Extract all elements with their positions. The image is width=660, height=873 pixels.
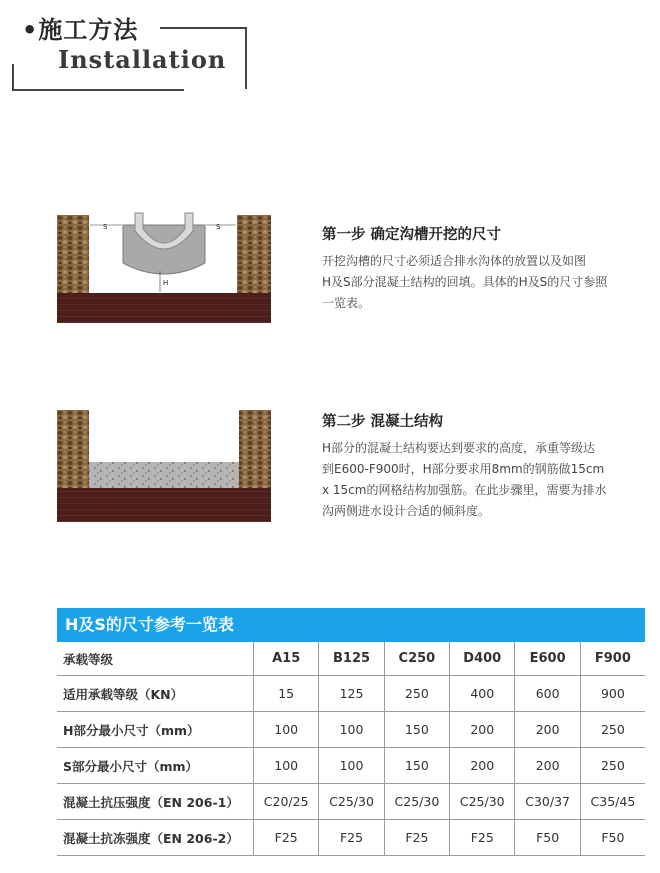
table-cell: 200 <box>450 748 515 784</box>
table-cell: 400 <box>450 676 515 712</box>
table-cell: F25 <box>384 820 449 856</box>
table-row <box>57 642 645 676</box>
table-row <box>57 676 645 712</box>
row-label: 混凝土抗冻强度（EN 206-2） <box>57 820 254 856</box>
table-cell: 200 <box>515 712 580 748</box>
step-1 <box>322 225 652 314</box>
table-title-banner <box>57 608 645 642</box>
label-s-right: S <box>216 223 221 231</box>
frame-line <box>245 27 247 89</box>
table-cell: F50 <box>515 820 580 856</box>
label-s-left: S <box>103 223 108 231</box>
section-title-cn: •施工方法 <box>22 16 139 44</box>
soil-layer <box>57 293 271 323</box>
step-2-title: 第二步 混凝土结构 <box>322 414 444 430</box>
label-h: H <box>163 279 169 287</box>
table-row <box>57 748 645 784</box>
trench-diagram-step1 <box>57 205 271 323</box>
table-cell: F25 <box>319 820 384 856</box>
stone-wall-right <box>237 215 271 293</box>
table-cell: 100 <box>254 748 319 784</box>
step-2-line: x 15cm的网格结构加强筋。在此步骤里，需要为排水 <box>322 483 607 497</box>
table-cell: E600 <box>515 642 580 676</box>
step-1-desc <box>322 251 652 314</box>
row-label: 承载等级 <box>57 642 254 676</box>
table-cell: 250 <box>580 712 645 748</box>
table-cell: F50 <box>580 820 645 856</box>
step-2 <box>322 412 652 522</box>
step-1-line: H及S部分混凝土结构的回填。具体的H及S的尺寸参照 <box>322 275 608 289</box>
table-row <box>57 712 645 748</box>
row-label: 混凝土抗压强度（EN 206-1） <box>57 784 254 820</box>
table-cell: C25/30 <box>450 784 515 820</box>
table-cell: 15 <box>254 676 319 712</box>
row-label: H部分最小尺寸（mm） <box>57 712 254 748</box>
step-2-desc <box>322 438 652 522</box>
table-cell: D400 <box>450 642 515 676</box>
stone-wall-left <box>57 215 89 293</box>
table-cell: A15 <box>254 642 319 676</box>
table-cell: 600 <box>515 676 580 712</box>
stone-wall-right <box>239 410 271 488</box>
frame-line <box>12 64 14 90</box>
section-title-en: Installation <box>58 45 227 74</box>
step-1-title: 第一步 确定沟槽开挖的尺寸 <box>322 227 502 243</box>
table-cell: 200 <box>515 748 580 784</box>
table-cell: C250 <box>384 642 449 676</box>
row-label: 适用承载等级（KN） <box>57 676 254 712</box>
table-cell: 150 <box>384 712 449 748</box>
step-2-line: H部分的混凝土结构要达到要求的高度，承重等级达 <box>322 441 596 455</box>
table-cell: 900 <box>580 676 645 712</box>
section-header <box>0 0 260 95</box>
table-cell: C30/37 <box>515 784 580 820</box>
table-cell: F900 <box>580 642 645 676</box>
table-cell: 200 <box>450 712 515 748</box>
step-1-line: 开挖沟槽的尺寸必须适合排水沟体的放置以及如图 <box>322 254 587 268</box>
frame-line <box>160 27 246 29</box>
table-cell: F25 <box>450 820 515 856</box>
table-cell: 250 <box>580 748 645 784</box>
table-cell: 100 <box>319 748 384 784</box>
table-cell: F25 <box>254 820 319 856</box>
table-cell: 250 <box>384 676 449 712</box>
table-cell: C25/30 <box>384 784 449 820</box>
table-cell: 100 <box>319 712 384 748</box>
dimension-table <box>57 642 645 856</box>
table-cell: C35/45 <box>580 784 645 820</box>
table-cell: C20/25 <box>254 784 319 820</box>
table-cell: C25/30 <box>319 784 384 820</box>
concrete-layer <box>89 462 239 488</box>
step-1-line: 一览表。 <box>322 296 371 310</box>
row-label: S部分最小尺寸（mm） <box>57 748 254 784</box>
table-title: H及S的尺寸参考一览表 <box>65 615 234 634</box>
step-2-line: 到E600-F900时，H部分要求用8mm的钢筋做15cm <box>322 462 605 476</box>
table-cell: 125 <box>319 676 384 712</box>
table-cell: 150 <box>384 748 449 784</box>
soil-layer <box>57 488 271 522</box>
table-cell: 100 <box>254 712 319 748</box>
table-row <box>57 820 645 856</box>
table-row <box>57 784 645 820</box>
frame-line <box>12 89 184 91</box>
trench-diagram-step2 <box>57 410 271 522</box>
table-cell: B125 <box>319 642 384 676</box>
step-2-line: 沟两侧进水设计合适的倾斜度。 <box>322 504 491 518</box>
stone-wall-left <box>57 410 89 488</box>
